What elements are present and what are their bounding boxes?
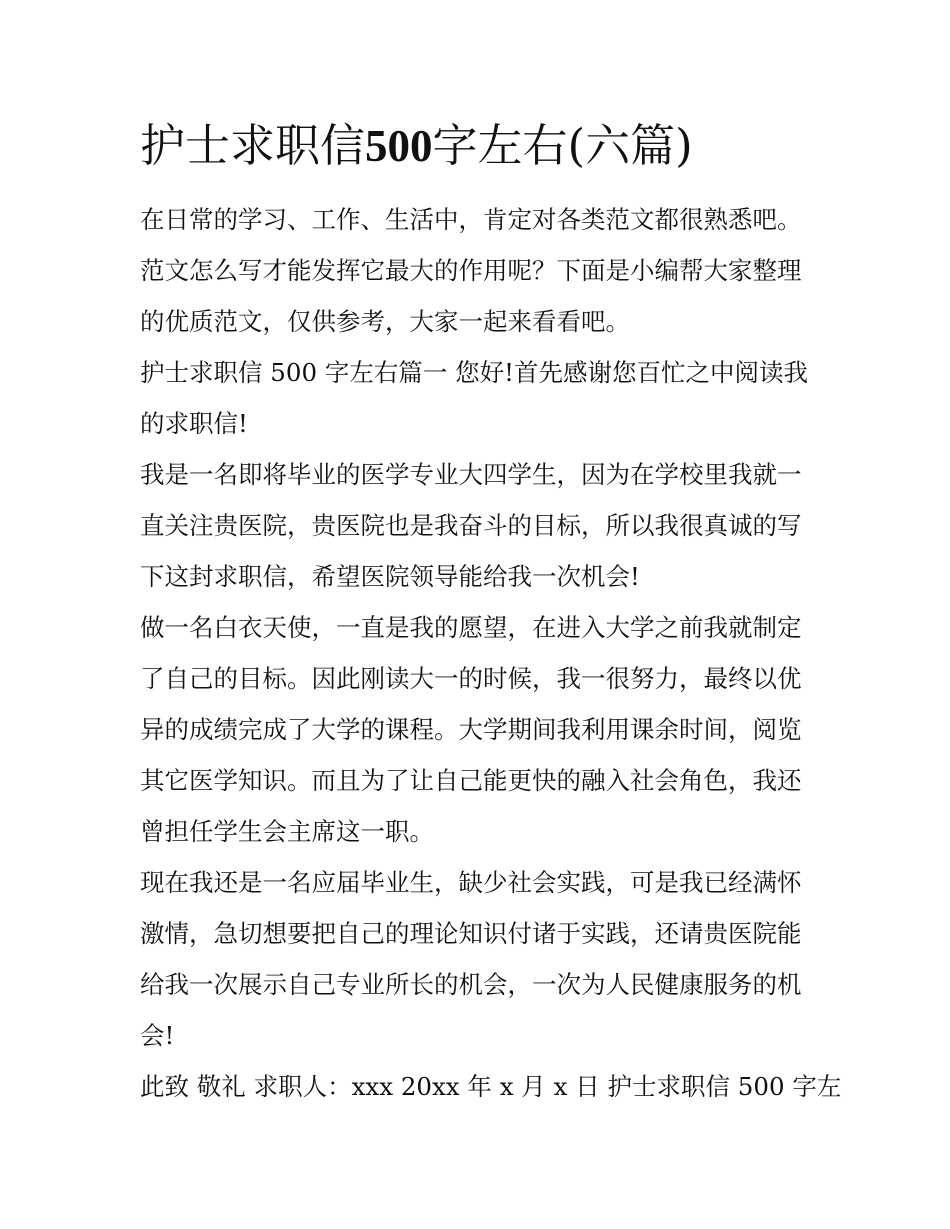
body-line: 会!	[140, 1021, 175, 1050]
body-line: 我是一名即将毕业的医学专业大四学生，因为在学校里我就一	[140, 460, 802, 489]
title-part-1: 护士求职信	[140, 119, 366, 172]
body-line: 现在我还是一名应届毕业生，缺少社会实践，可是我已经满怀	[140, 868, 802, 897]
body-line: 的求职信!	[140, 409, 248, 438]
body-line: 此致 敬礼 求职人：xxx 20xx 年 x 月 x 日 护士求职信 500 字左	[140, 1072, 842, 1101]
body-line: 给我一次展示自己专业所长的机会，一次为人民健康服务的机	[140, 970, 802, 999]
title-part-2: 字左右(六篇)	[432, 119, 693, 172]
title-number: 500	[365, 121, 433, 171]
body-line: 下这封求职信，希望医院领导能给我一次机会!	[140, 562, 640, 591]
document-title	[140, 118, 840, 174]
body-line: 在日常的学习、工作、生活中，肯定对各类范文都很熟悉吧。	[140, 205, 802, 234]
body-line: 范文怎么写才能发挥它最大的作用呢？下面是小编帮大家整理	[140, 256, 802, 285]
body-line: 直关注贵医院，贵医院也是我奋斗的目标，所以我很真诚的写	[140, 511, 802, 540]
body-line: 异的成绩完成了大学的课程。大学期间我利用课余时间，阅览	[140, 715, 802, 744]
body-line: 的优质范文，仅供参考，大家一起来看看吧。	[140, 307, 630, 336]
body-line: 其它医学知识。而且为了让自己能更快的融入社会角色，我还	[140, 766, 802, 795]
body-line: 护士求职信 500 字左右篇一 您好!首先感谢您百忙之中阅读我	[140, 358, 808, 387]
body-line: 了自己的目标。因此刚读大一的时候，我一很努力，最终以优	[140, 664, 802, 693]
body-line: 曾担任学生会主席这一职。	[140, 817, 434, 846]
body-line: 做一名白衣天使，一直是我的愿望，在进入大学之前我就制定	[140, 613, 802, 642]
body-line: 激情，急切想要把自己的理论知识付诸于实践，还请贵医院能	[140, 919, 802, 948]
